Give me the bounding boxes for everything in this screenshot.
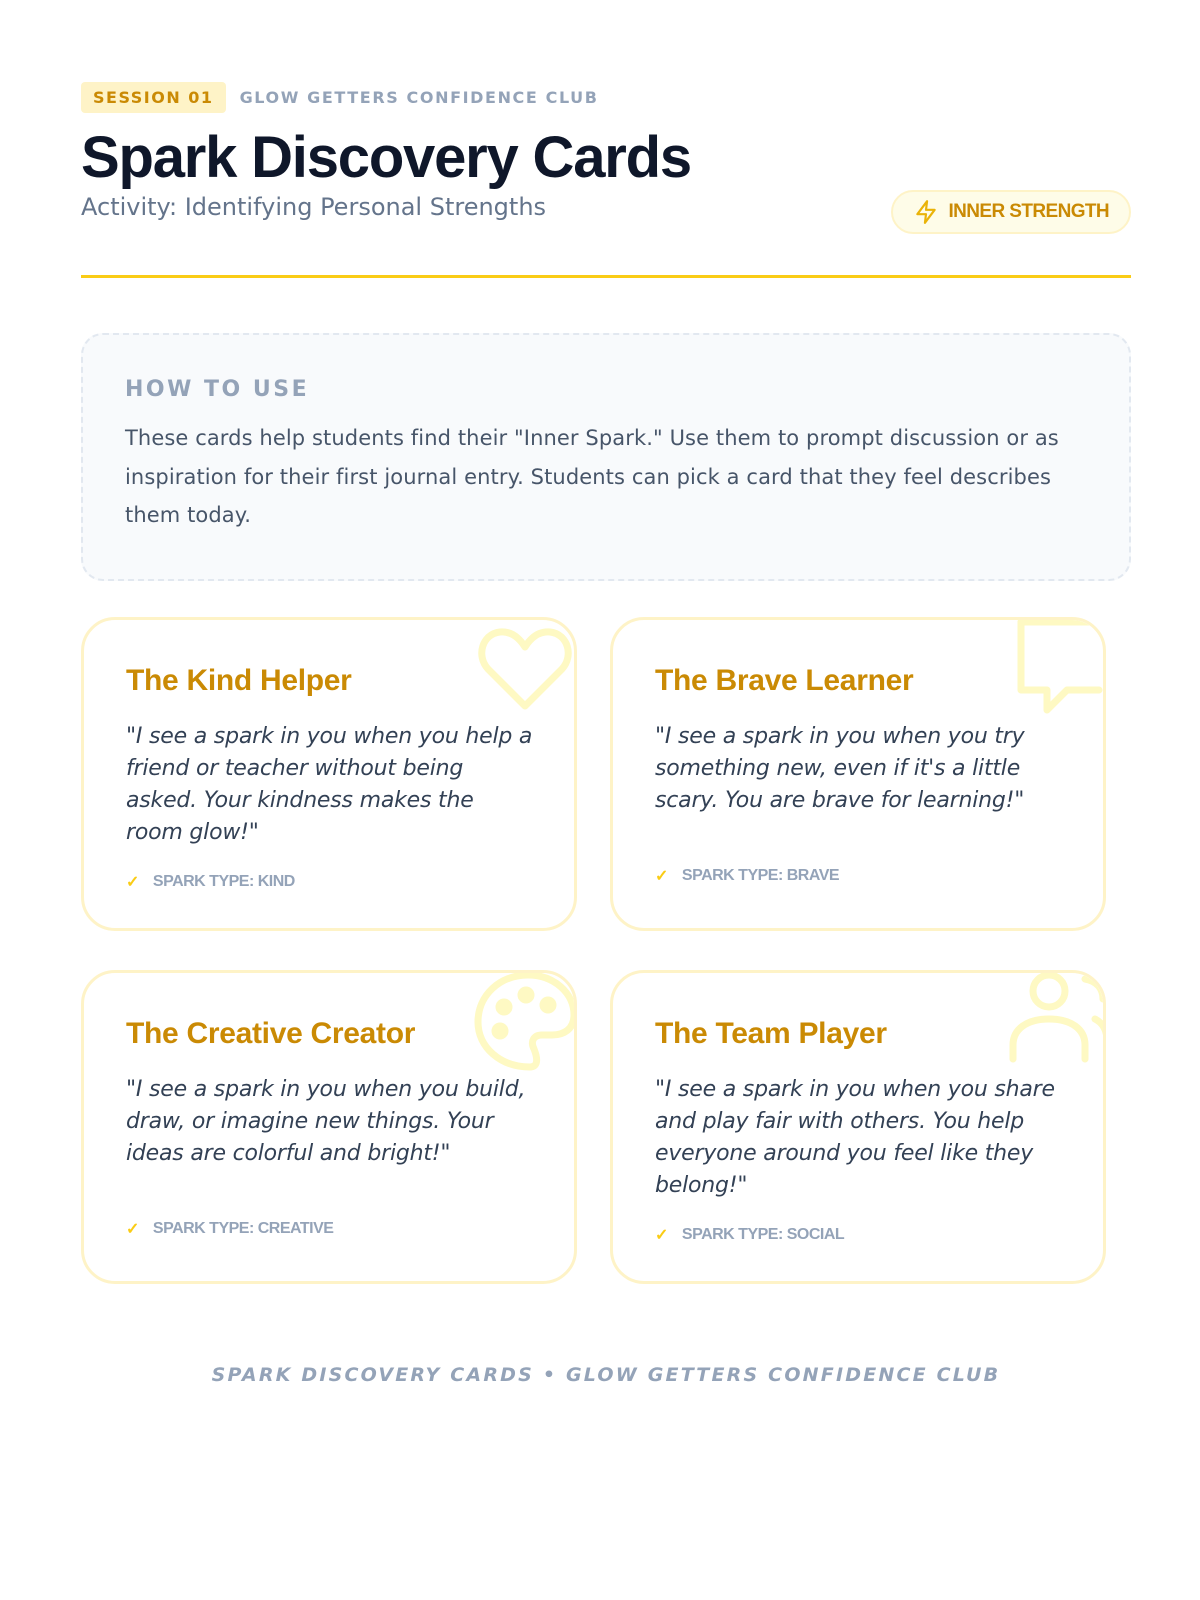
card-tag <box>126 872 295 892</box>
card-quote: "I see a spark in you when you try something new, even if it's a little scary. You are brave for learning!" <box>655 724 1025 813</box>
card-quote: "I see a spark in you when you help a friend or teacher without being asked. Your kindness makes the room glow!" <box>126 724 533 845</box>
check-icon: ✓ <box>126 874 139 891</box>
shield-icon <box>999 617 1106 724</box>
card-title: The Team Player <box>655 1017 887 1050</box>
club-name: GLOW GETTERS CONFIDENCE CLUB <box>239 87 599 107</box>
spark-card-brave <box>610 617 1106 931</box>
check-icon: ✓ <box>655 1227 668 1244</box>
card-tag-label: SPARK TYPE: KIND <box>152 873 295 890</box>
card-tag-label: SPARK TYPE: SOCIAL <box>681 1226 845 1243</box>
spark-card-social <box>610 970 1106 1284</box>
heart-icon <box>470 617 577 724</box>
session-badge: SESSION 01 <box>81 82 226 113</box>
card-quote: "I see a spark in you when you share and play fair with others. You help everyone around you feel like they belong!" <box>655 1077 1055 1198</box>
spark-card-creative <box>81 970 577 1284</box>
card-quote: "I see a spark in you when you build, draw, or imagine new things. Your ideas are colorful and bright!" <box>126 1077 526 1166</box>
card-tag <box>655 1225 844 1245</box>
people-icon <box>999 970 1106 1077</box>
card-tag <box>126 1219 333 1239</box>
how-to-use-body: These cards help students find their "Inner Spark." Use them to prompt discussion or as inspiration for their first journal entry. Students can pick a card that they feel describes them today. <box>125 426 1059 527</box>
card-title: The Brave Learner <box>655 664 914 697</box>
check-icon: ✓ <box>655 868 668 885</box>
page-footer: SPARK DISCOVERY CARDS • GLOW GETTERS CONFIDENCE CLUB <box>211 1364 1001 1386</box>
how-to-use-title: HOW TO USE <box>125 377 310 402</box>
card-title: The Kind Helper <box>126 664 352 697</box>
header-divider <box>81 275 1131 278</box>
worksheet-page <box>81 81 1131 1386</box>
how-to-use-box <box>81 333 1131 581</box>
page-title: Spark Discovery Cards <box>81 125 691 190</box>
check-icon: ✓ <box>126 1221 139 1238</box>
lightning-bolt-icon <box>913 199 939 225</box>
card-tag <box>655 866 839 886</box>
spark-card-kind <box>81 617 577 931</box>
palette-icon <box>470 970 577 1077</box>
header-topline <box>81 81 1131 113</box>
inner-strength-badge <box>891 190 1132 234</box>
card-title: The Creative Creator <box>126 1017 416 1050</box>
page-subtitle: Activity: Identifying Personal Strengths <box>81 193 547 221</box>
inner-strength-label: INNER STRENGTH <box>948 201 1109 222</box>
card-tag-label: SPARK TYPE: CREATIVE <box>152 1220 334 1237</box>
card-tag-label: SPARK TYPE: BRAVE <box>681 867 840 884</box>
